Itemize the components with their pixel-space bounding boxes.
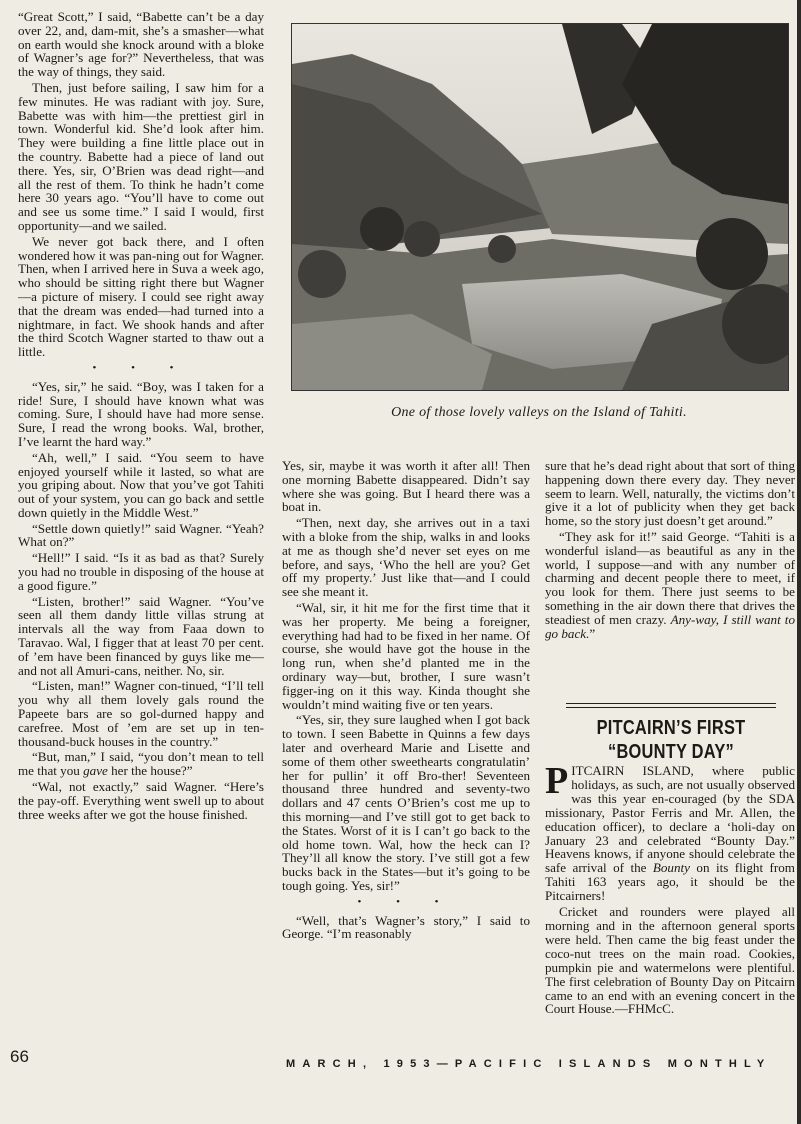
text-run: on its flight from Tahiti 163 years ago, it should be the Pitcairners! xyxy=(545,860,795,904)
article-column-2 xyxy=(282,459,530,943)
paragraph: We never got back there, and I often wondered how it was pan-ning out for Wagner. Then, when I arrived here in Suva a week ago, who should be sitting right there but Wagner—a picture of misery. I could see right away that the dream was ended—had turned into a nightmare, in fact. We shook hands and after the third Scotch Wagner started to thaw out a little. xyxy=(18,233,264,360)
text-run: “But, man,” I said, “you don’t mean to tell me that you xyxy=(18,749,264,779)
paragraph: “Great Scott,” I said, “Babette can’t be a day over 22, and, dam-mit, she’s a smasher—what on earth would she knock around with a bloke of Wagner’s age for?” Nevertheless, that was the way of things, they said. xyxy=(18,9,264,80)
paragraph: Yes, sir, maybe it was worth it after all! Then one morning Babette disappeared. Didn’t say where she was going. But I heard there was a boat in. xyxy=(282,458,530,515)
paragraph: Then, just before sailing, I saw him for a few minutes. He was radiant with joy. Sure, Babette was with him—the prettiest girl in town. Wonderful kid. She’d look after him. They were building a fine little place out in the country. Babette had a piece of land out there. Yes, sir, O’Brien was dead right—and all the rest of them. To think he hadn’t come here 30 years ago. “You’ll have to come out and see us some time.” I said I would, first opportunity—and we sailed. xyxy=(18,79,264,233)
paragraph: “Settle down quietly!” said Wagner. “Yeah? What on?” xyxy=(18,520,264,550)
paragraph xyxy=(18,750,264,778)
divider-rule xyxy=(566,703,776,704)
running-footer: MARCH, 1953—PACIFIC ISLANDS MONTHLY xyxy=(286,1058,772,1070)
pitcairn-article xyxy=(545,760,795,1018)
paragraph: “Yes, sir,” he said. “Boy, was I taken for a ride! Sure, I should have known what was coming. Sure, I should have had more sense. Sure, I read the wrong books. Wal, brother, I’ve learnt the hard way.” xyxy=(18,378,264,449)
paragraph: “Wal, not exactly,” said Wagner. “Here’s the pay-off. Everything went swell up to about three weeks after we got the house finished. xyxy=(18,779,264,822)
text-run: her the house?” xyxy=(107,763,193,779)
paragraph: Cricket and rounders were played all morning and in the afternoon general sports were held. Then came the big feast under the coco-nut trees on the main road. Cookies, pumpkin pie and watermelons were plentiful. The first celebration of Bounty Day on Pitcairn came to an end with an evening concert in the Court House.—FHMcC. xyxy=(545,904,795,1017)
text-run: ” xyxy=(589,625,596,641)
article-column-1 xyxy=(18,10,264,823)
paragraph: “Yes, sir, they sure laughed when I got back to town. I seen Babette in Quinns a few days later and overheard Marie and Lisette and some of them other sweethearts congratulatin’ her for pullin’ it off Bro-ther! Seventeen thousand three hundred and seventy-two dollars and 47 cents O’Brien’s cost me up to this morning—and I’ve still got to get back to the States. Worst of it is I can’t go back to the old home town. Wal, how the heck can I? They’ll all know the story. I’ve still got a few bucks back in the States—but it’s going to be tough going. Yes, sir!” xyxy=(282,712,530,893)
divider-rule xyxy=(566,707,776,708)
valley-photo-image xyxy=(292,24,788,390)
paragraph: “Well, that’s Wagner’s story,” I said to George. “I’m reasonably xyxy=(282,912,530,942)
page-number: 66 xyxy=(10,1047,29,1066)
paragraph xyxy=(545,760,795,904)
paragraph: “Then, next day, she arrives out in a taxi with a bloke from the ship, walks in and looks at me as though she’d never set eyes on me before, and says, ‘Who the hell are you? Get off my property.’ Just like that—and I could see she meant it. xyxy=(282,515,530,600)
paragraph: “Listen, brother!” said Wagner. “You’ve seen all them dandy little villas strung at intervals all the way from Faaa down to Taravao. Wal, I figger that at least 70 per cent. of ’em have been financed by guys like me—and not all Amuri-cans, neither. No, sir. xyxy=(18,593,264,678)
italic-text: Any-way, I still want to go back. xyxy=(545,611,795,641)
drop-cap: P xyxy=(545,760,569,802)
paragraph: “Hell!” I said. “Is it as bad as that? Surely you had no trouble in disposing of the house at a good figure.” xyxy=(18,550,264,593)
photo-caption: One of those lovely valleys on the Island of Tahiti. xyxy=(391,405,687,420)
paragraph: “Ah, well,” I said. “You seem to have enjoyed yourself while it lasted, so what are you griping about. Now that you’ve got Tahiti out of your system, you can go back and settle down quietly in the Middle West.” xyxy=(18,449,264,520)
page-edge xyxy=(797,0,801,1124)
section-break-stars: • • • xyxy=(357,895,455,908)
paragraph: sure that he’s dead right about that sort of thing happening down there every day. They never seem to learn. Well, naturally, the victims don’t give it a lot of publicity when they get back home, so the story just doesn’t get around.” xyxy=(545,458,795,529)
italic-text: gave xyxy=(83,763,108,779)
pitcairn-headline: PITCAIRN’S FIRST “BOUNTY DAY” xyxy=(596,717,746,763)
valley-photograph xyxy=(291,23,789,391)
paragraph: “Wal, sir, it hit me for the first time that it was her property. Me being a foreigner, everything had had to be fixed in her name. Of course, she would have got the house in the long run, when she’d planted me in the ordinary way—but, brother, I sure wasn’t figger-ing on it this way. Kinda thought she wouldn’t mind waiting five or ten years. xyxy=(282,599,530,712)
article-column-3 xyxy=(545,459,795,642)
italic-text: Bounty xyxy=(652,860,690,876)
paragraph xyxy=(545,530,795,640)
paragraph: “Listen, man!” Wagner con-tinued, “I’ll tell you why all them lovely gals round the Papeete bars are so gol-durned happy and carefree. Most of ’em are set up in ten-thousand-buck houses in the country.” xyxy=(18,678,264,749)
section-break-stars: • • • xyxy=(92,361,190,374)
text-run: ITCAIRN ISLAND, where public holidays, as such, are not usually observed was this year en-couraged (by the SDA missionary, Pastor Ferris and Mr. Allen, the education officer), to declare a ‘holi-day on January 23 and celebrated “Bounty Day.” Heavens knows, if anyone should celebrate the safe arrival of the xyxy=(545,763,795,876)
text-run: “They ask for it!” said George. “Tahiti is a wonderful island—as beautiful as any in the world, I suppose—and with any number of charming and decent people there to meet, if you look for them. There just seems to be something in the air down there that drives the steadiest of men crazy. xyxy=(545,528,795,627)
